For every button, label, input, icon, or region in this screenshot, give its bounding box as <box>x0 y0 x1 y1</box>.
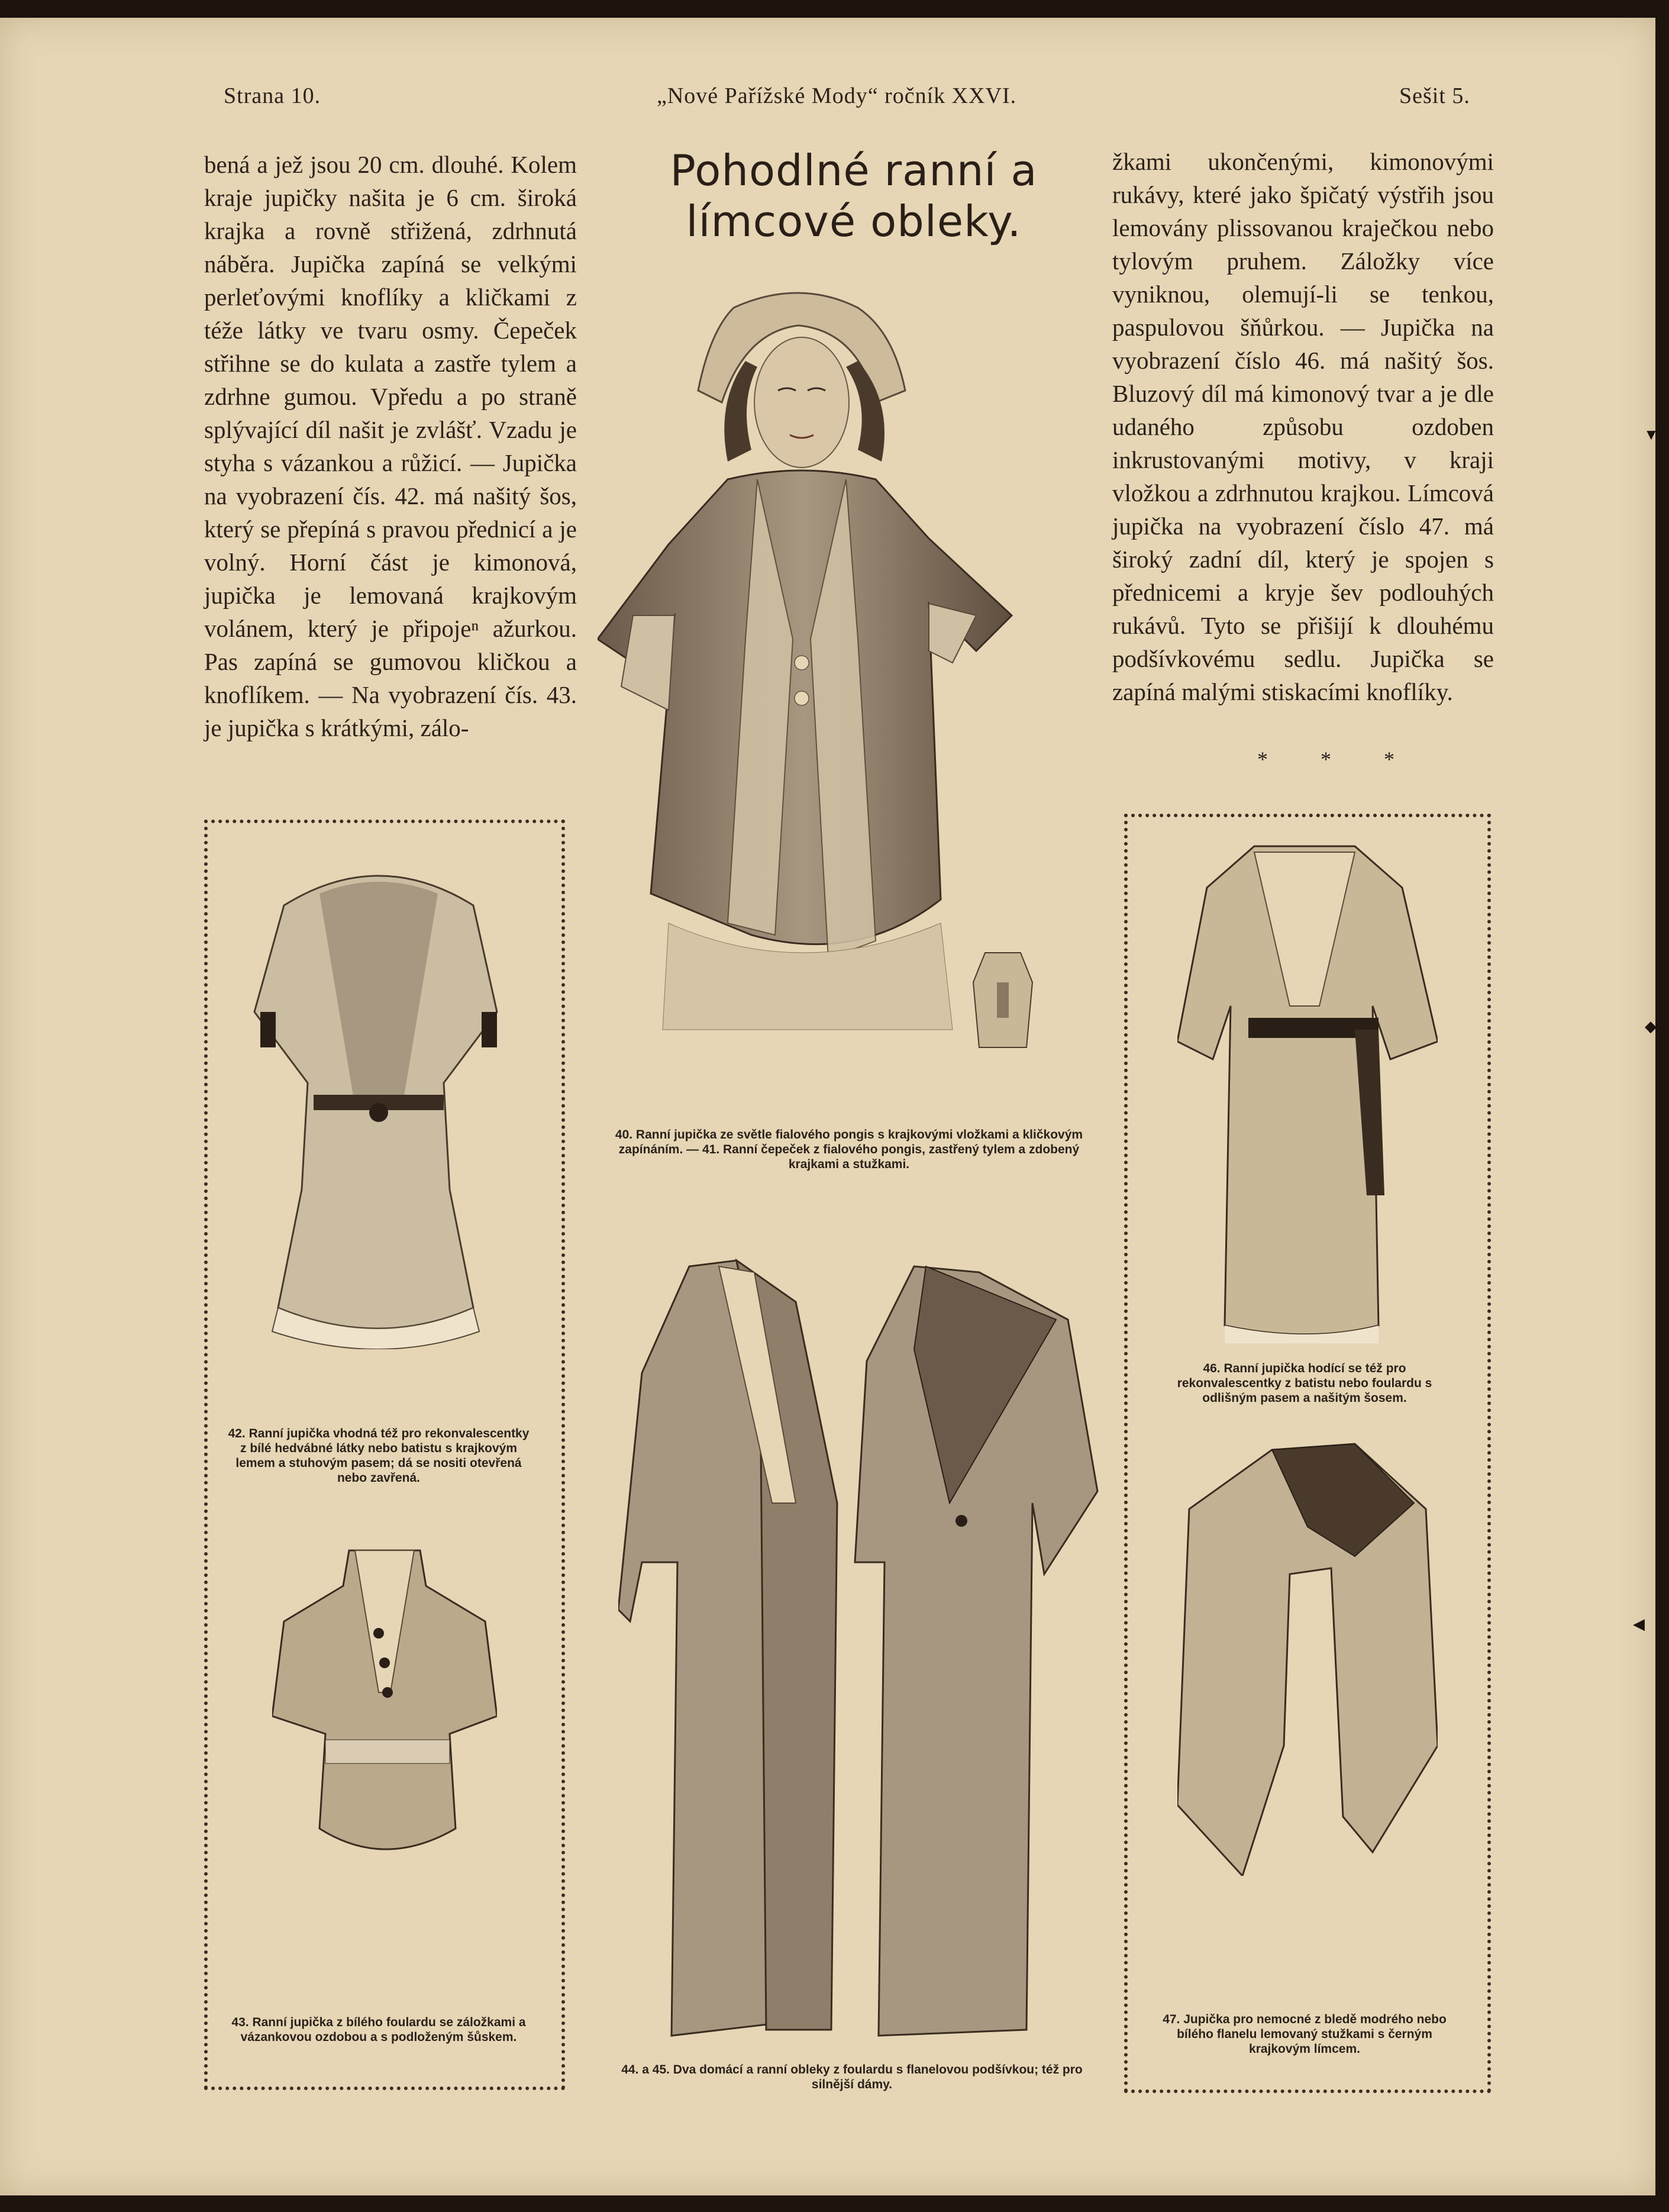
article-text-right: žkami ukončenými, kimonovými rukávy, které jako špičatý výstřih jsou lemovány plissovanou kraječkou nebo tylovým pruhem. Záložky více vyniknou, olemují-li se tenkou, paspulovou šňůrkou. — Jupička na vyobrazení číslo 46. má našitý šos. Bluzový díl má kimonový tvar a je dle udaného způsobu ozdoben inkrustovanými motivy, v kraji vložkou a zdrhnutou krajkou. Límcová jupička na vyobrazení číslo 47. má široký zadní díl, který je spojen s přednicemi a kryje šev podlouhých rukávů. Tyto se přišijí k dlouhému podšívkovému sedlu. Jupička se zapíná malými stiskacími knoflíky. <box>1112 148 1494 705</box>
margin-mark: ◆ <box>1645 1018 1657 1035</box>
journal-title: „Nové Pařížské Mody“ ročník XXVI. <box>657 83 1017 108</box>
figure-47-jacket-illustration <box>1177 1438 1438 1876</box>
caption-fig-43: 43. Ranní jupička z bílého foulardu se záložkami a vázankovou ozdobou a s podloženým šůskem. <box>231 2016 526 2044</box>
page-number: Strana 10. <box>224 83 321 108</box>
caption-fig-47: 47. Jupička pro nemocné z bledě modrého nebo bílého flanelu lemovaný stužkami s černým krajkovým límcem. <box>1163 2013 1447 2056</box>
figure-43-jacket-illustration <box>272 1539 497 1888</box>
caption-fig-44-45: 44. a 45. Dva domácí a ranní obleky z foulardu s flanelovou podšívkou; též pro silnější dámy. <box>621 2063 1083 2091</box>
margin-mark: ▼ <box>1644 426 1659 443</box>
figure-40-woman-illustration <box>598 284 1024 1041</box>
article-column-left <box>204 148 577 744</box>
figure-44-45-robes-illustration <box>618 1255 1103 2042</box>
caption-fig-46: 46. Ranní jupička hodící se též pro rekonvalescentky z batistu nebo foulardu s odlišným pasem a našitým šosem. <box>1177 1362 1432 1405</box>
margin-mark: ◀ <box>1633 1616 1645 1633</box>
figure-41-cap-illustration <box>967 947 1038 1053</box>
figure-42-jacket-illustration <box>248 858 509 1349</box>
figure-46-jacket-illustration <box>1177 840 1438 1343</box>
article-title: Pohodlné ranní a límcové obleky. <box>670 146 1038 246</box>
caption-fig-40-41: 40. Ranní jupička ze světle fialového pongis s krajkovými vložkami a kličkovým zapínáním. — 41. Ranní čepeček z fialového pongis, zastřený tylem a zdobený krajkami a stužkami. <box>615 1128 1083 1171</box>
section-separator: * * * <box>1257 747 1418 771</box>
issue-number: Sešit 5. <box>1399 83 1470 108</box>
article-column-right <box>1112 145 1494 708</box>
caption-fig-42: 42. Ranní jupička vhodná též pro rekonvalescentky z bílé hedvábné látky nebo batistu s krajkovým lemem a stuhovým pasem; dá se nositi otevřená nebo zavřená. <box>228 1427 530 1485</box>
article-text-left: bená a jež jsou 20 cm. dlouhé. Kolem kraje jupičky našita je 6 cm. široká krajka a rovně střižená, zdrhnutá náběra. Jupička zapíná se velkými perleťovými knoflíky a kličkami z téže látky ve tvaru osmy. Čepeček střihne se do kulata a zastře tylem a zdrhne gumou. Vpředu a po straně splývající díl našit je zvlášť. Vzadu je stуha s vázankou a růžicí. — Jupička na vyobrazení čís. 42. má našitý šos, který se přepíná s pravou přednicí a je volný. Horní část je kimonová, jupička je lemovaná krajkovým volánem, který je připojeⁿ ažurkou. Pas zapíná se gumovou kličkou a knoflíkem. — Na vyobrazení čís. 43. je jupička s krátkými, zálo- <box>204 151 577 741</box>
